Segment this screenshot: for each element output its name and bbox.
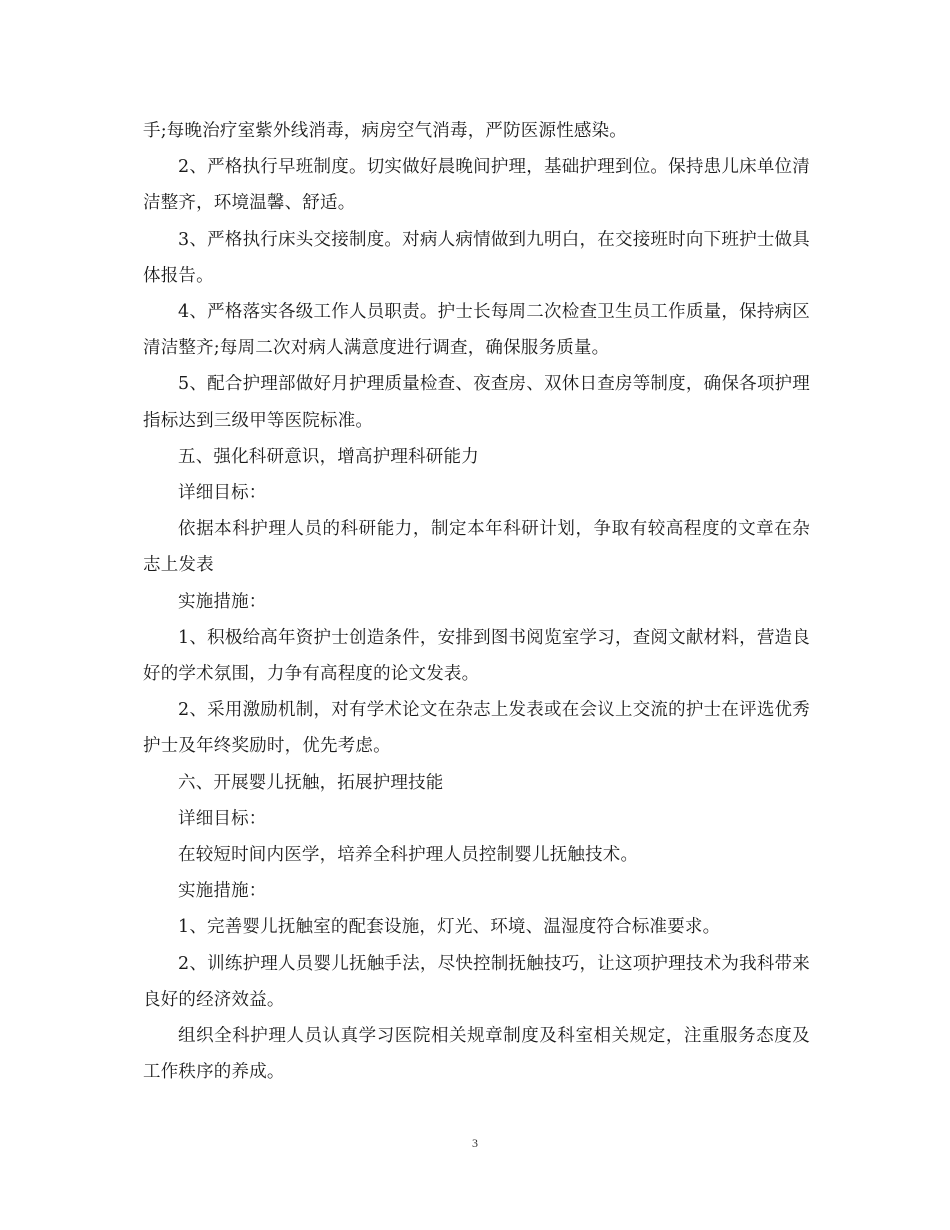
- paragraph: 手;每晚治疗室紫外线消毒，病房空气消毒，严防医源性感染。: [143, 121, 627, 141]
- paragraph: 3、严格执行床头交接制度。对病人病情做到九明白，在交接班时向下班护士做具体报告。: [143, 229, 810, 286]
- paragraph: 5、配合护理部做好月护理质量检查、夜查房、双休日查房等制度，确保各项护理指标达到三级甲等医院标准。: [143, 374, 810, 431]
- paragraph: 2、严格执行早班制度。切实做好晨晚间护理，基础护理到位。保持患儿床单位清洁整齐，环境温馨、舒适。: [143, 157, 810, 214]
- paragraph: 在较短时间内医学，培养全科护理人员控制婴儿抚触技术。: [178, 845, 639, 866]
- subheading: 详细目标：: [178, 483, 267, 504]
- paragraph: 依据本科护理人员的科研能力，制定本年科研计划，争取有较高程度的文章在杂志上发表: [143, 519, 810, 576]
- paragraph: 组织全科护理人员认真学习医院相关规章制度及科室相关规定，注重服务态度及工作秩序的养成。: [143, 1026, 810, 1083]
- paragraph: 2、采用激励机制，对有学术论文在杂志上发表或在会议上交流的护士在评选优秀护士及年终奖励时，优先考虑。: [143, 700, 810, 757]
- paragraph: 1、完善婴儿抚触室的配套设施，灯光、环境、温湿度符合标准要求。: [178, 917, 721, 938]
- subheading: 详细目标：: [178, 808, 267, 829]
- paragraph: 1、积极给高年资护士创造条件，安排到图书阅览室学习，查阅文献材料，营造良好的学术氛围，力争有高程度的论文发表。: [143, 627, 810, 685]
- paragraph: 2、训练护理人员婴儿抚触手法，尽快控制抚触技巧，让这项护理技术为我科带来良好的经济效益。: [143, 953, 810, 1010]
- section-heading: 五、强化科研意识，增高护理科研能力: [178, 446, 479, 467]
- subheading: 实施措施：: [178, 881, 267, 902]
- document-body: [143, 113, 810, 1090]
- page-number: 3: [472, 1136, 478, 1150]
- section-heading: 六、开展婴儿抚触，拓展护理技能: [178, 772, 444, 793]
- paragraph: 4、严格落实各级工作人员职责。护士长每周二次检查卫生员工作质量，保持病区清洁整齐;每周二次对病人满意度进行调查，确保服务质量。: [143, 302, 810, 359]
- subheading: 实施措施：: [178, 591, 267, 612]
